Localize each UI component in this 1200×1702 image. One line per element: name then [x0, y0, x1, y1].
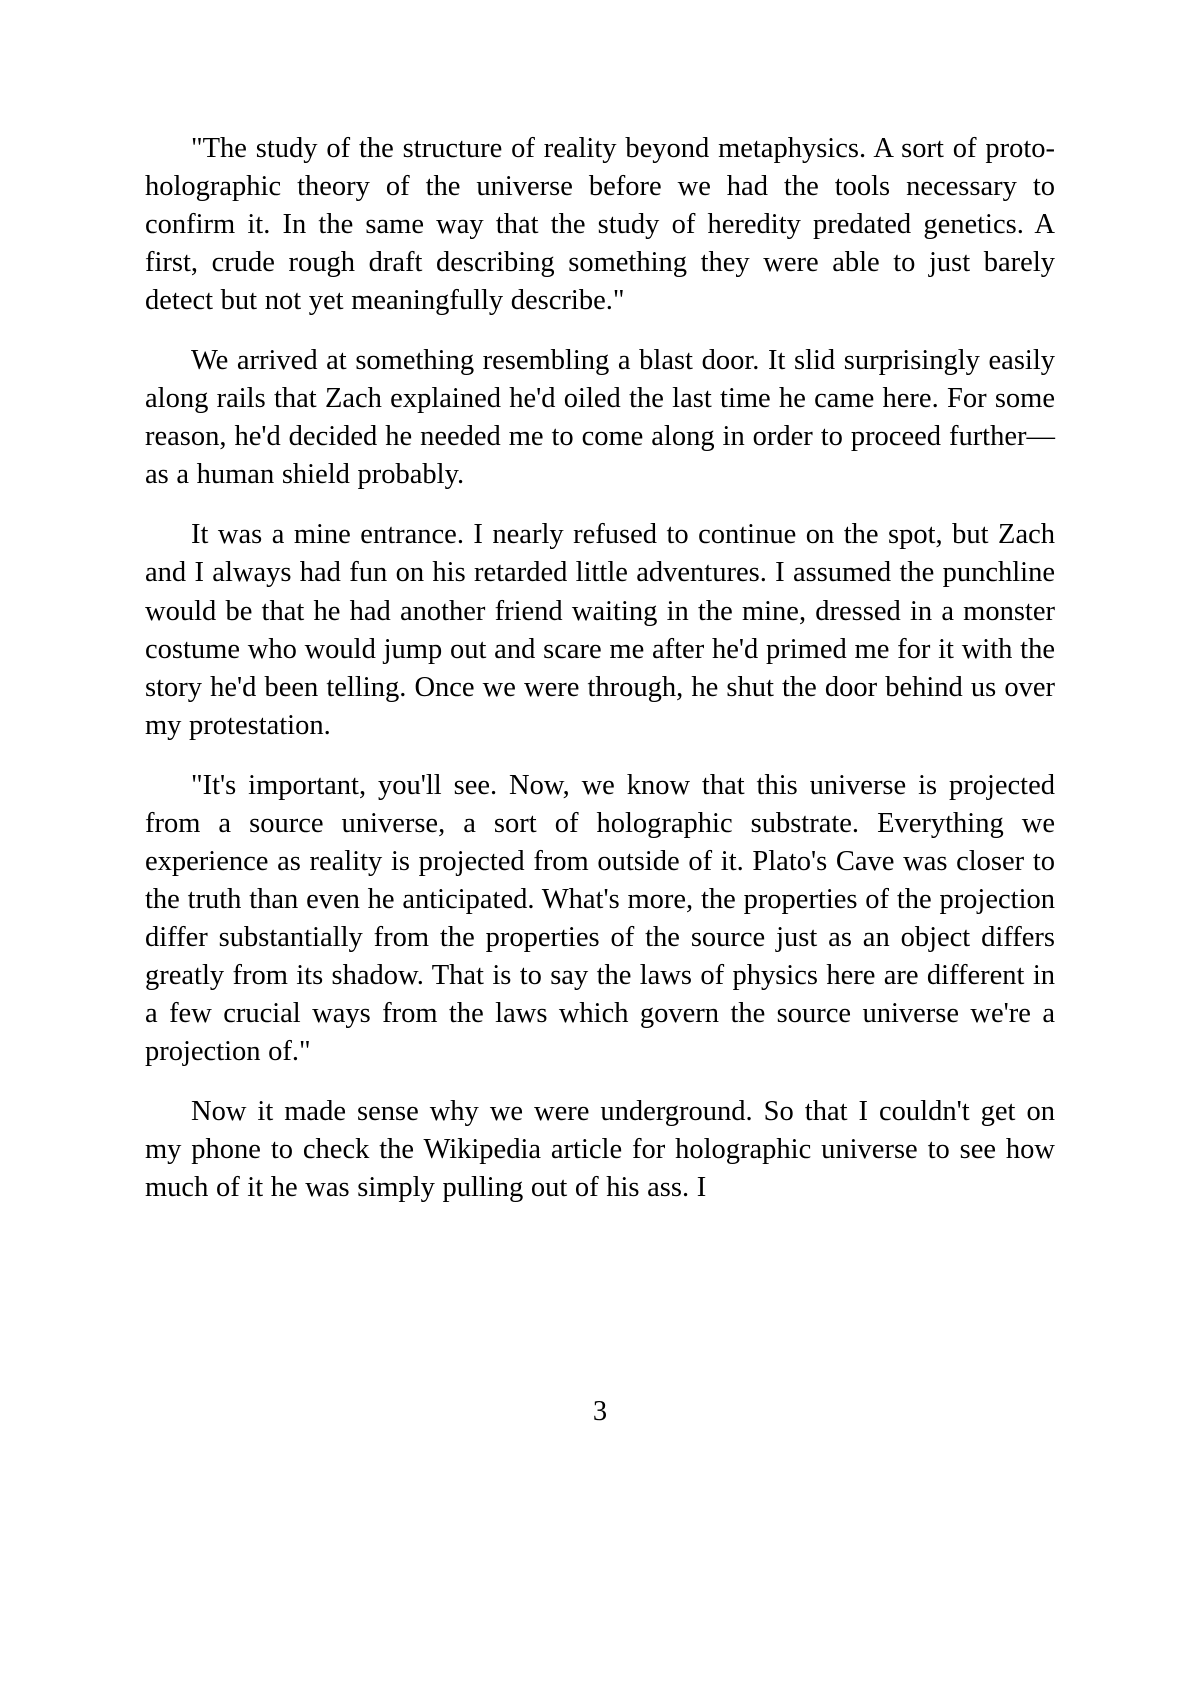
paragraph: "It's important, you'll see. Now, we know that this universe is projected from a source universe, a sort of holographic substrate. Everything we experience as reality is projected from outside of it. Plato's Cave was closer to the truth than even he anticipated. What's more, the properties of the projection differ substantially from the properties of the source just as an object differs greatly from its shadow. That is to say the laws of physics here are different in a few crucial ways from the laws which govern the source universe we're a projection of." [145, 769, 1055, 1068]
page-body-text [145, 130, 1055, 1207]
paragraph: It was a mine entrance. I nearly refused to continue on the spot, but Zach and I always had fun on his retarded little adventures. I assumed the punchline would be that he had another friend waiting in the mine, dressed in a monster costume who would jump out and scare me after he'd primed me for it with the story he'd been telling. Once we were through, he shut the door behind us over my protestation. [145, 519, 1055, 741]
paragraph: Now it made sense why we were underground. So that I couldn't get on my phone to check the Wikipedia article for holographic universe to see how much of it he was simply pulling out of his ass. I [145, 1096, 1055, 1204]
paragraph: "The study of the structure of reality beyond metaphysics. A sort of proto-holographic theory of the universe before we had the tools necessary to confirm it. In the same way that the study of heredity predated genetics. A first, crude rough draft describing something they were able to just barely detect but not yet meaningfully describe." [145, 133, 1055, 317]
page-number: 3 [592, 1395, 608, 1427]
paragraph: We arrived at something resembling a blast door. It slid surprisingly easily along rails that Zach explained he'd oiled the last time he came here. For some reason, he'd decided he needed me to come along in order to proceed further—as a human shield probably. [145, 345, 1055, 491]
